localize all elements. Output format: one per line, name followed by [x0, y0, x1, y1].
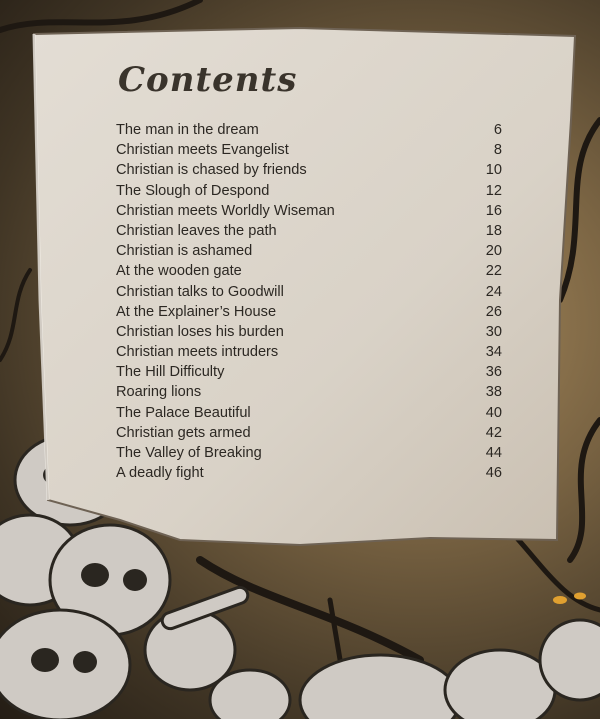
toc-entry-title: The Hill Difficulty	[116, 364, 225, 381]
toc-entry	[116, 302, 508, 322]
toc-entry-title: Christian leaves the path	[116, 222, 277, 239]
toc-entry-title: Christian is ashamed	[116, 243, 253, 260]
toc-entry	[116, 403, 508, 423]
toc-entry-title: The Slough of Despond	[116, 182, 270, 199]
toc-entry-page: 8	[493, 142, 502, 159]
toc-entry-page: 40	[485, 404, 502, 421]
toc-entry-page: 38	[485, 384, 502, 401]
toc-entry	[116, 120, 508, 140]
toc-entry-title: Roaring lions	[116, 384, 202, 401]
contents-list	[116, 120, 508, 483]
toc-entry	[116, 463, 508, 483]
toc-entry-page: 42	[485, 424, 502, 441]
toc-entry	[116, 322, 508, 342]
toc-entry-page: 46	[485, 465, 502, 482]
toc-entry-page: 34	[485, 344, 502, 361]
toc-entry-page: 12	[485, 182, 502, 199]
toc-entry	[116, 181, 508, 201]
toc-entry-page: 18	[485, 222, 502, 239]
toc-entry-title: At the wooden gate	[116, 263, 242, 280]
toc-entry-page: 44	[485, 445, 502, 461]
toc-entry-page: 6	[493, 122, 502, 138]
toc-entry	[116, 342, 508, 362]
toc-entry	[116, 140, 508, 160]
toc-entry-title: At the Explainer’s House	[116, 303, 277, 320]
toc-entry-title: Christian meets Worldly Wiseman	[116, 202, 335, 219]
toc-entry-page: 26	[485, 303, 502, 320]
toc-entry-title: Christian is chased by friends	[116, 162, 307, 179]
toc-entry	[116, 423, 508, 443]
toc-entry	[116, 201, 508, 221]
toc-entry-title: A deadly fight	[116, 465, 204, 482]
toc-entry-title: The Palace Beautiful	[116, 404, 251, 421]
toc-entry	[116, 382, 508, 402]
toc-entry	[116, 282, 508, 302]
toc-entry-page: 22	[485, 263, 502, 280]
table-of-contents	[116, 60, 508, 483]
toc-entry-page: 10	[485, 162, 502, 179]
toc-entry-title: The Valley of Breaking	[116, 445, 262, 461]
contents-title: Contents	[118, 60, 298, 100]
toc-entry-page: 16	[485, 202, 502, 219]
toc-entry-page: 24	[485, 283, 502, 300]
toc-entry	[116, 160, 508, 180]
toc-entry	[116, 221, 508, 241]
toc-entry-page: 36	[485, 364, 502, 381]
toc-entry	[116, 241, 508, 261]
toc-entry-page: 30	[485, 323, 502, 340]
toc-entry	[116, 362, 508, 382]
toc-entry-title: Christian loses his burden	[116, 323, 284, 340]
toc-entry-page: 20	[485, 243, 502, 260]
toc-entry	[116, 443, 508, 463]
toc-entry-title: Christian meets Evangelist	[116, 142, 289, 159]
toc-entry-title: Christian meets intruders	[116, 344, 279, 361]
toc-entry	[116, 261, 508, 281]
toc-entry-title: Christian gets armed	[116, 424, 251, 441]
toc-entry-title: Christian talks to Goodwill	[116, 283, 284, 300]
toc-entry-title: The man in the dream	[116, 122, 259, 138]
